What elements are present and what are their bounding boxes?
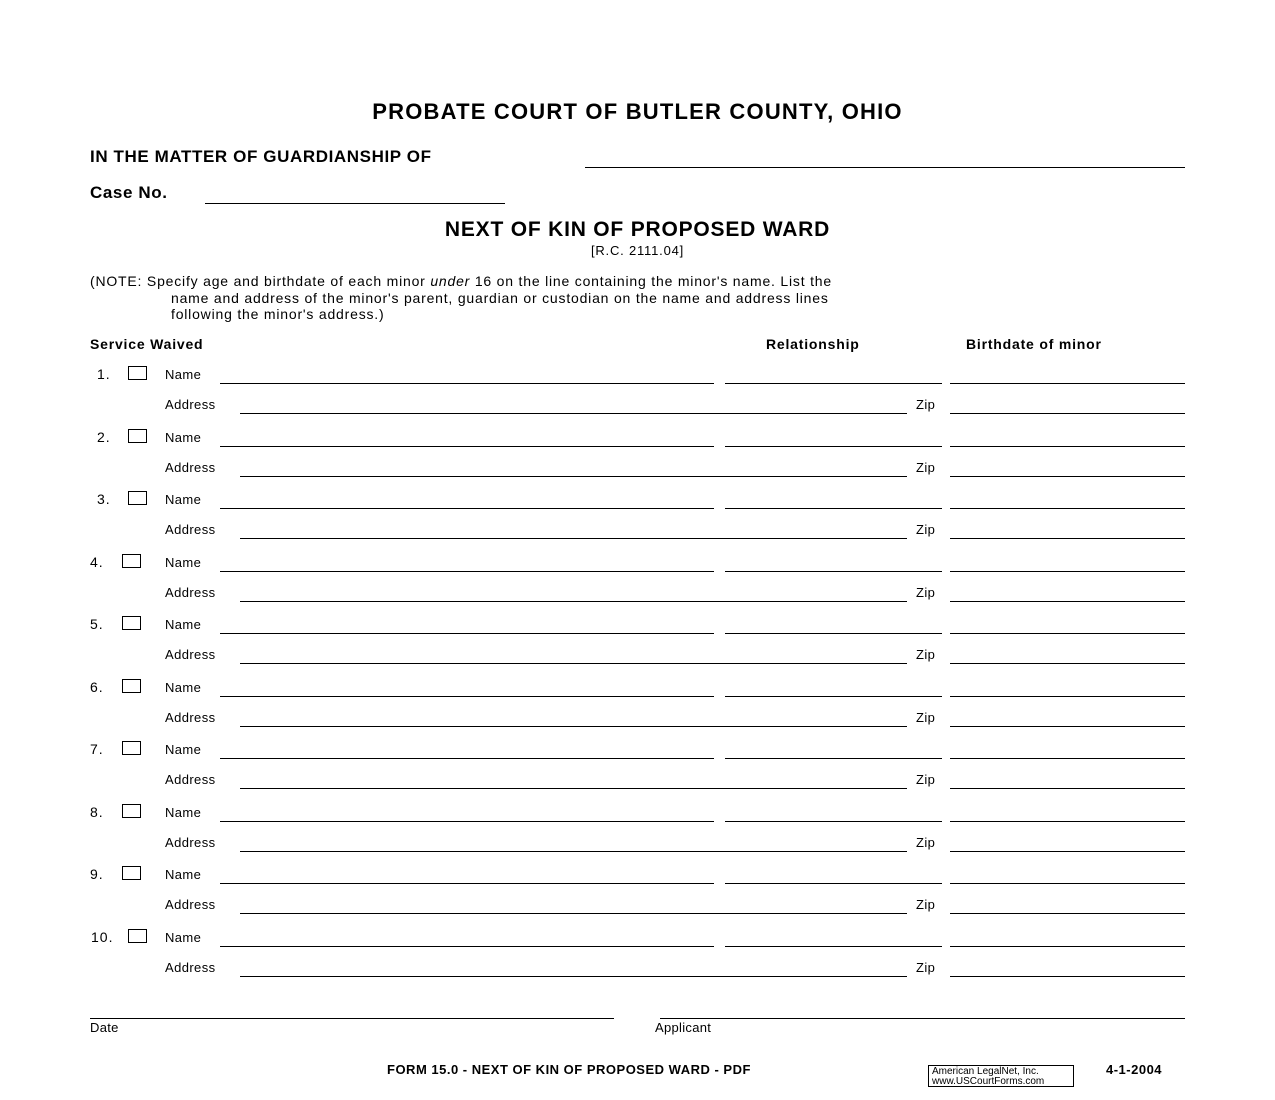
zip-field[interactable] xyxy=(950,601,1185,602)
zip-field[interactable] xyxy=(950,788,1185,789)
address-field[interactable] xyxy=(240,726,907,727)
address-field[interactable] xyxy=(240,851,907,852)
birthdate-field[interactable] xyxy=(950,821,1185,822)
birthdate-field[interactable] xyxy=(950,446,1185,447)
publisher-url: www.USCourtForms.com xyxy=(932,1076,1045,1087)
relationship-field[interactable] xyxy=(725,508,942,509)
zip-field[interactable] xyxy=(950,413,1185,414)
address-label: Address xyxy=(165,834,216,850)
zip-label: Zip xyxy=(916,584,936,600)
note-text: (NOTE: Specify age and birthdate of each minor xyxy=(90,273,431,289)
name-field[interactable] xyxy=(220,633,714,634)
zip-field[interactable] xyxy=(950,976,1185,977)
address-label: Address xyxy=(165,647,216,662)
name-label: Name xyxy=(165,929,202,945)
entry-number: 5. xyxy=(90,616,104,632)
address-field[interactable] xyxy=(240,601,907,602)
service-waived-checkbox[interactable] xyxy=(122,679,141,693)
name-label: Name xyxy=(165,367,202,382)
name-label: Name xyxy=(165,554,202,570)
service-waived-checkbox[interactable] xyxy=(122,741,141,755)
name-label: Name xyxy=(165,492,202,507)
zip-label: Zip xyxy=(916,647,936,662)
entry-number: 7. xyxy=(90,741,104,757)
case-number-field[interactable] xyxy=(205,203,505,204)
zip-label: Zip xyxy=(916,772,936,787)
service-waived-checkbox[interactable] xyxy=(128,929,147,943)
service-waived-header: Service Waived xyxy=(90,336,204,352)
statute-reference: [R.C. 2111.04] xyxy=(590,243,685,258)
address-field[interactable] xyxy=(240,538,907,539)
zip-label: Zip xyxy=(916,522,936,537)
date-field[interactable] xyxy=(90,1018,614,1019)
case-number-label: Case No. xyxy=(90,183,168,202)
address-label: Address xyxy=(165,522,216,537)
zip-label: Zip xyxy=(916,709,936,725)
entry-number: 8. xyxy=(90,803,104,820)
zip-label: Zip xyxy=(916,459,936,475)
form-title: NEXT OF KIN OF PROPOSED WARD xyxy=(444,218,831,241)
address-field[interactable] xyxy=(240,413,907,414)
zip-field[interactable] xyxy=(950,913,1185,914)
name-field[interactable] xyxy=(220,446,714,447)
note-emphasis: under xyxy=(430,273,471,289)
publisher-stamp xyxy=(928,1065,1074,1087)
relationship-field[interactable] xyxy=(725,571,942,572)
entry-number: 3. xyxy=(97,491,111,507)
address-label: Address xyxy=(165,584,216,600)
revision-date: 4-1-2004 xyxy=(1106,1062,1163,1077)
guardianship-name-field[interactable] xyxy=(585,167,1185,168)
relationship-header: Relationship xyxy=(766,336,860,352)
service-waived-checkbox[interactable] xyxy=(128,491,147,505)
relationship-field[interactable] xyxy=(725,696,942,697)
birthdate-field[interactable] xyxy=(950,571,1185,572)
name-label: Name xyxy=(165,679,202,695)
address-field[interactable] xyxy=(240,663,907,664)
birthdate-field[interactable] xyxy=(950,946,1185,947)
relationship-field[interactable] xyxy=(725,758,942,759)
name-label: Name xyxy=(165,742,202,757)
zip-field[interactable] xyxy=(950,538,1185,539)
address-field[interactable] xyxy=(240,788,907,789)
applicant-label: Applicant xyxy=(655,1020,712,1035)
birthdate-field[interactable] xyxy=(950,383,1185,384)
address-label: Address xyxy=(165,772,216,787)
applicant-signature-field[interactable] xyxy=(660,1018,1185,1019)
court-title: PROBATE COURT OF BUTLER COUNTY, OHIO xyxy=(372,99,903,124)
zip-label: Zip xyxy=(916,397,936,412)
zip-field[interactable] xyxy=(950,663,1185,664)
address-label: Address xyxy=(165,709,216,725)
zip-field[interactable] xyxy=(950,851,1185,852)
birthdate-field[interactable] xyxy=(950,508,1185,509)
matter-label: IN THE MATTER OF GUARDIANSHIP OF xyxy=(90,147,432,166)
name-field[interactable] xyxy=(220,883,714,884)
service-waived-checkbox[interactable] xyxy=(122,616,141,630)
name-field[interactable] xyxy=(220,508,714,509)
name-label: Name xyxy=(165,429,202,445)
birthdate-field[interactable] xyxy=(950,696,1185,697)
note-text: 16 on the line containing the minor's name. List the xyxy=(470,273,832,289)
relationship-field[interactable] xyxy=(725,883,942,884)
name-field[interactable] xyxy=(220,758,714,759)
name-field[interactable] xyxy=(220,821,714,822)
relationship-field[interactable] xyxy=(725,633,942,634)
address-label: Address xyxy=(165,459,216,475)
service-waived-checkbox[interactable] xyxy=(122,866,141,880)
form-name-footer: FORM 15.0 - NEXT OF KIN OF PROPOSED WARD - PDF xyxy=(387,1062,751,1077)
note-line-3: following the minor's address.) xyxy=(171,306,385,322)
relationship-field[interactable] xyxy=(725,383,942,384)
name-label: Name xyxy=(165,617,202,632)
note-line-2: name and address of the minor's parent, guardian or custodian on the name and address lines xyxy=(171,290,829,306)
name-field[interactable] xyxy=(220,383,714,384)
entry-number: 6. xyxy=(90,678,104,695)
name-field[interactable] xyxy=(220,696,714,697)
name-label: Name xyxy=(165,804,202,820)
name-field[interactable] xyxy=(220,946,714,947)
service-waived-checkbox[interactable] xyxy=(128,366,147,380)
zip-field[interactable] xyxy=(950,726,1185,727)
note-line-1 xyxy=(90,273,832,289)
entry-number: 2. xyxy=(97,428,111,445)
address-field[interactable] xyxy=(240,976,907,977)
service-waived-checkbox[interactable] xyxy=(122,804,141,818)
zip-label: Zip xyxy=(916,959,936,975)
zip-field[interactable] xyxy=(950,476,1185,477)
birthdate-field[interactable] xyxy=(950,633,1185,634)
relationship-field[interactable] xyxy=(725,821,942,822)
service-waived-checkbox[interactable] xyxy=(128,429,147,443)
relationship-field[interactable] xyxy=(725,946,942,947)
entry-number: 9. xyxy=(90,866,104,882)
entry-number: 4. xyxy=(90,553,104,570)
address-label: Address xyxy=(165,897,216,912)
birthdate-field[interactable] xyxy=(950,883,1185,884)
publisher-name: American LegalNet, Inc. xyxy=(932,1066,1039,1077)
name-field[interactable] xyxy=(220,571,714,572)
address-field[interactable] xyxy=(240,913,907,914)
entry-number: 1. xyxy=(97,366,111,382)
relationship-field[interactable] xyxy=(725,446,942,447)
birthdate-header: Birthdate of minor xyxy=(966,336,1102,352)
zip-label: Zip xyxy=(916,897,936,912)
entry-number: 10. xyxy=(91,928,114,945)
zip-label: Zip xyxy=(916,834,936,850)
name-label: Name xyxy=(165,867,202,882)
address-field[interactable] xyxy=(240,476,907,477)
address-label: Address xyxy=(165,397,216,412)
birthdate-field[interactable] xyxy=(950,758,1185,759)
address-label: Address xyxy=(165,959,216,975)
date-label: Date xyxy=(90,1020,119,1035)
service-waived-checkbox[interactable] xyxy=(122,554,141,568)
